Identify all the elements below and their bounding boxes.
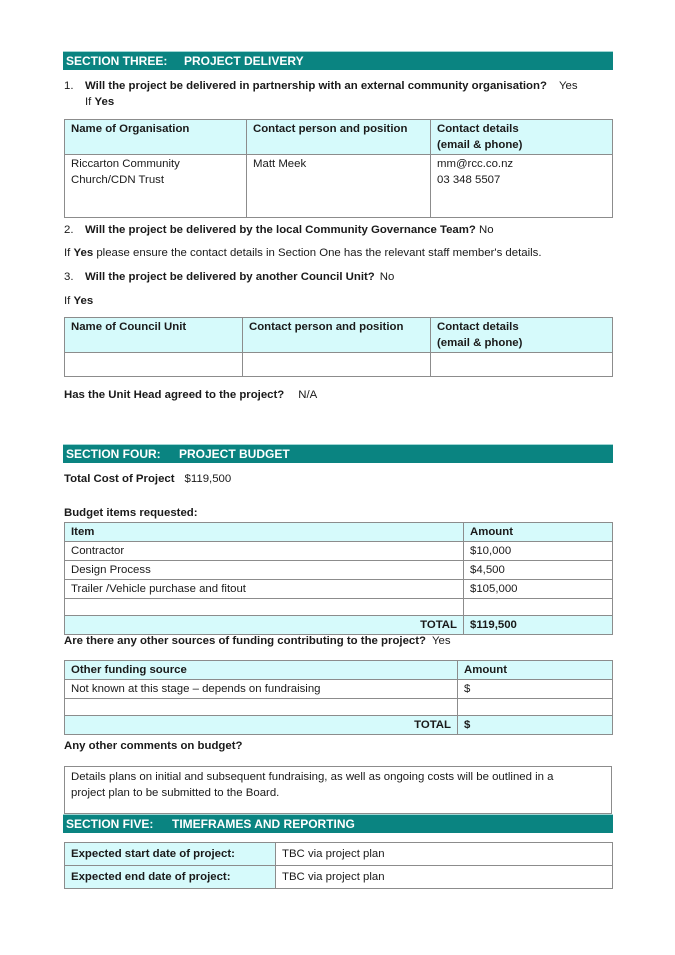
table-header-row — [65, 523, 613, 542]
item-cell[interactable]: Contractor — [65, 542, 464, 561]
table-row — [65, 580, 613, 599]
note-word: Yes — [73, 247, 94, 259]
amount-cell[interactable] — [464, 599, 613, 616]
unit-head-question — [64, 388, 317, 404]
question-answer: No — [479, 224, 494, 236]
table-header-row — [65, 318, 613, 353]
question-text: Will the project be delivered by another Council Unit? — [85, 271, 375, 283]
organisation-table — [64, 119, 613, 218]
question-number: 3. — [64, 271, 74, 283]
question-2 — [64, 223, 494, 239]
question-1 — [64, 79, 578, 95]
start-date-value[interactable]: TBC via project plan — [276, 843, 613, 866]
contact-person-cell[interactable]: Matt Meek — [247, 155, 431, 218]
contact-details-cell[interactable] — [431, 353, 613, 377]
question-number: 1. — [64, 80, 74, 92]
section-five-header — [63, 814, 613, 833]
contact-details-cell[interactable] — [431, 155, 613, 218]
comments-label: Any other comments on budget? — [64, 740, 243, 752]
organisation-name-cell[interactable] — [65, 155, 247, 218]
question-3 — [64, 270, 394, 286]
total-row — [65, 716, 613, 735]
funding-source-cell[interactable]: Not known at this stage – depends on fundraising — [65, 680, 458, 699]
header-cell: Other funding source — [65, 661, 458, 680]
email: mm@rcc.co.nz — [437, 158, 514, 170]
table-row — [65, 680, 613, 699]
header-cell: Name of Organisation — [65, 120, 247, 155]
table-header-row — [65, 661, 613, 680]
question-2-note — [64, 246, 542, 262]
header-cell — [431, 318, 613, 353]
note-text: please ensure the contact details in Section One has the relevant staff member's details. — [96, 247, 542, 259]
budget-table — [64, 522, 613, 635]
comment-line: Details plans on initial and subsequent fundraising, as well as ongoing costs will be outlined in a — [71, 771, 554, 783]
budget-items-label: Budget items requested: — [64, 507, 198, 519]
item-cell[interactable] — [65, 599, 464, 616]
section-number: SECTION THREE: — [66, 54, 168, 68]
question-answer: Yes — [558, 80, 578, 92]
total-label: TOTAL — [65, 616, 464, 635]
section-title: PROJECT DELIVERY — [184, 54, 304, 68]
section-number: SECTION FOUR: — [66, 447, 161, 461]
question-answer: N/A — [298, 389, 318, 401]
amount-cell[interactable]: $10,000 — [464, 542, 613, 561]
comments-box[interactable] — [64, 766, 612, 814]
table-row — [65, 599, 613, 616]
total-value: $ — [458, 716, 613, 735]
table-row — [65, 353, 613, 377]
total-row — [65, 616, 613, 635]
amount-cell[interactable]: $105,000 — [464, 580, 613, 599]
header-cell: Item — [65, 523, 464, 542]
table-row — [65, 155, 613, 218]
funding-table — [64, 660, 613, 735]
total-value: $119,500 — [464, 616, 613, 635]
amount-cell[interactable] — [458, 699, 613, 716]
header-cell — [431, 120, 613, 155]
question-answer: Yes — [432, 635, 451, 647]
if-yes-label — [85, 95, 114, 111]
total-cost-label: Total Cost of Project — [64, 473, 175, 485]
header-line: (email & phone) — [437, 139, 523, 151]
if-word: Yes — [73, 295, 94, 307]
end-date-value[interactable]: TBC via project plan — [276, 866, 613, 889]
section-four-header — [63, 444, 613, 463]
question-number: 2. — [64, 224, 74, 236]
if-prefix: If — [64, 295, 71, 307]
item-cell[interactable]: Design Process — [65, 561, 464, 580]
amount-cell[interactable]: $ — [458, 680, 613, 699]
note-prefix: If — [64, 247, 71, 259]
total-cost-value: $119,500 — [184, 473, 232, 485]
cell-line: Church/CDN Trust — [71, 174, 165, 186]
table-row — [65, 843, 613, 866]
contact-person-cell[interactable] — [243, 353, 431, 377]
total-label: TOTAL — [65, 716, 458, 735]
header-line: Contact details — [437, 123, 519, 135]
question-answer: No — [379, 271, 395, 283]
question-text: Are there any other sources of funding contributing to the project? — [64, 635, 426, 647]
amount-cell[interactable]: $4,500 — [464, 561, 613, 580]
table-row — [65, 699, 613, 716]
table-row — [65, 542, 613, 561]
other-funding-question — [64, 634, 451, 650]
timeframes-table — [64, 842, 613, 889]
header-line: (email & phone) — [437, 337, 523, 349]
council-unit-name-cell[interactable] — [65, 353, 243, 377]
phone: 03 348 5507 — [437, 174, 501, 186]
table-row — [65, 866, 613, 889]
header-line: Contact details — [437, 321, 519, 333]
end-date-label: Expected end date of project: — [65, 866, 276, 889]
if-prefix: If — [85, 96, 92, 108]
total-cost-row — [64, 472, 231, 488]
header-cell: Amount — [458, 661, 613, 680]
header-cell: Contact person and position — [247, 120, 431, 155]
question-text: Has the Unit Head agreed to the project? — [64, 389, 285, 401]
question-text: Will the project be delivered by the local Community Governance Team? — [85, 224, 476, 236]
cell-line: Riccarton Community — [71, 158, 180, 170]
table-header-row — [65, 120, 613, 155]
section-number: SECTION FIVE: — [66, 817, 154, 831]
item-cell[interactable]: Trailer /Vehicle purchase and fitout — [65, 580, 464, 599]
header-cell: Name of Council Unit — [65, 318, 243, 353]
if-yes-label — [64, 294, 93, 310]
start-date-label: Expected start date of project: — [65, 843, 276, 866]
funding-source-cell[interactable] — [65, 699, 458, 716]
table-row — [65, 561, 613, 580]
council-unit-table — [64, 317, 613, 377]
section-three-header — [63, 51, 613, 70]
question-text: Will the project be delivered in partnership with an external community organisation? — [85, 80, 547, 92]
if-word: Yes — [94, 96, 115, 108]
comment-line: project plan to be submitted to the Board. — [71, 787, 280, 799]
section-title: TIMEFRAMES AND REPORTING — [172, 817, 355, 831]
header-cell: Contact person and position — [243, 318, 431, 353]
header-cell: Amount — [464, 523, 613, 542]
section-title: PROJECT BUDGET — [179, 447, 290, 461]
